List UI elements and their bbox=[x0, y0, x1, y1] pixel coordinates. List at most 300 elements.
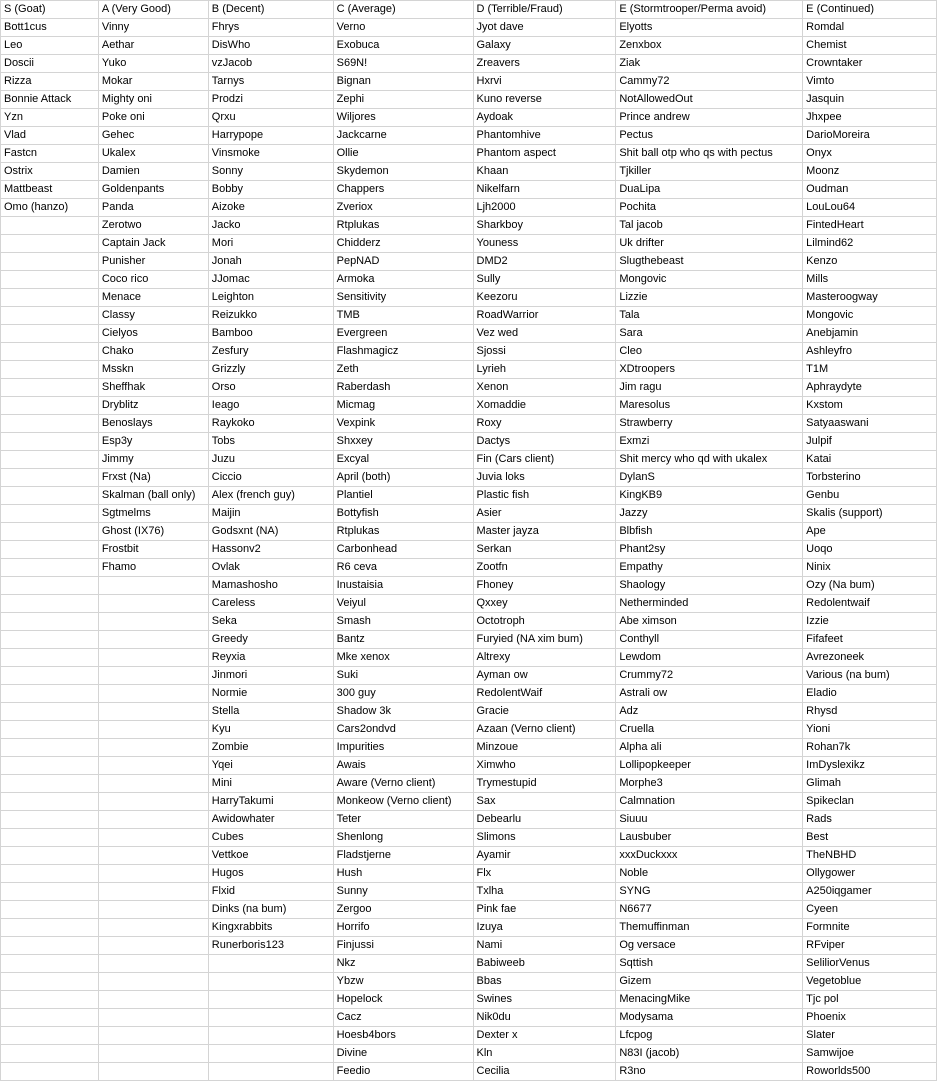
sheet-cell[interactable]: Cruella bbox=[616, 721, 803, 739]
sheet-cell[interactable]: Ovlak bbox=[208, 559, 333, 577]
sheet-cell[interactable] bbox=[98, 847, 208, 865]
sheet-cell[interactable]: A250iqgamer bbox=[803, 883, 937, 901]
sheet-cell[interactable]: Flashmagicz bbox=[333, 343, 473, 361]
sheet-cell[interactable]: Dexter x bbox=[473, 1027, 616, 1045]
sheet-cell[interactable]: Pectus bbox=[616, 127, 803, 145]
sheet-cell[interactable]: Chako bbox=[98, 343, 208, 361]
sheet-cell[interactable]: Crowntaker bbox=[803, 55, 937, 73]
sheet-cell[interactable] bbox=[98, 1045, 208, 1063]
sheet-cell[interactable]: Morphe3 bbox=[616, 775, 803, 793]
sheet-cell[interactable]: Babiweeb bbox=[473, 955, 616, 973]
sheet-cell[interactable] bbox=[98, 703, 208, 721]
sheet-cell[interactable] bbox=[1, 1045, 99, 1063]
sheet-cell[interactable] bbox=[1, 523, 99, 541]
sheet-cell[interactable] bbox=[98, 991, 208, 1009]
sheet-cell[interactable]: Teter bbox=[333, 811, 473, 829]
sheet-cell[interactable]: Elyotts bbox=[616, 19, 803, 37]
sheet-cell[interactable]: Nikelfarn bbox=[473, 181, 616, 199]
sheet-cell[interactable]: Hxrvi bbox=[473, 73, 616, 91]
sheet-cell[interactable]: Keezoru bbox=[473, 289, 616, 307]
sheet-cell[interactable]: DarioMoreira bbox=[803, 127, 937, 145]
sheet-cell[interactable]: Aethar bbox=[98, 37, 208, 55]
sheet-cell[interactable]: Finjussi bbox=[333, 937, 473, 955]
sheet-cell[interactable]: Siuuu bbox=[616, 811, 803, 829]
sheet-cell[interactable]: Aware (Verno client) bbox=[333, 775, 473, 793]
sheet-cell[interactable]: Normie bbox=[208, 685, 333, 703]
sheet-cell[interactable]: Vez wed bbox=[473, 325, 616, 343]
sheet-cell[interactable]: Blbfish bbox=[616, 523, 803, 541]
sheet-cell[interactable]: Sjossi bbox=[473, 343, 616, 361]
sheet-cell[interactable]: RoadWarrior bbox=[473, 307, 616, 325]
sheet-cell[interactable]: Punisher bbox=[98, 253, 208, 271]
sheet-cell[interactable]: Crummy72 bbox=[616, 667, 803, 685]
sheet-cell[interactable]: Jhxpee bbox=[803, 109, 937, 127]
sheet-cell[interactable] bbox=[98, 883, 208, 901]
sheet-cell[interactable]: Frostbit bbox=[98, 541, 208, 559]
sheet-cell[interactable]: Vimto bbox=[803, 73, 937, 91]
sheet-cell[interactable] bbox=[208, 1045, 333, 1063]
sheet-cell[interactable]: Zveriox bbox=[333, 199, 473, 217]
sheet-cell[interactable]: Genbu bbox=[803, 487, 937, 505]
sheet-cell[interactable] bbox=[1, 775, 99, 793]
sheet-cell[interactable] bbox=[1, 703, 99, 721]
sheet-cell[interactable]: S69N! bbox=[333, 55, 473, 73]
sheet-cell[interactable]: Alpha ali bbox=[616, 739, 803, 757]
sheet-cell[interactable] bbox=[1, 433, 99, 451]
sheet-cell[interactable]: Zreavers bbox=[473, 55, 616, 73]
sheet-cell[interactable]: Sheffhak bbox=[98, 379, 208, 397]
sheet-cell[interactable]: Minzoue bbox=[473, 739, 616, 757]
sheet-cell[interactable] bbox=[98, 1009, 208, 1027]
sheet-cell[interactable]: Xenon bbox=[473, 379, 616, 397]
sheet-cell[interactable]: Ayamir bbox=[473, 847, 616, 865]
sheet-cell[interactable]: Bamboo bbox=[208, 325, 333, 343]
sheet-cell[interactable]: Kxstom bbox=[803, 397, 937, 415]
sheet-cell[interactable] bbox=[1, 487, 99, 505]
sheet-cell[interactable]: Ciccio bbox=[208, 469, 333, 487]
sheet-cell[interactable]: Trymestupid bbox=[473, 775, 616, 793]
sheet-cell[interactable]: Furyied (NA xim bum) bbox=[473, 631, 616, 649]
sheet-cell[interactable]: Galaxy bbox=[473, 37, 616, 55]
sheet-cell[interactable]: Rizza bbox=[1, 73, 99, 91]
sheet-cell[interactable]: N83I (jacob) bbox=[616, 1045, 803, 1063]
sheet-cell[interactable]: Calmnation bbox=[616, 793, 803, 811]
sheet-cell[interactable]: Classy bbox=[98, 307, 208, 325]
sheet-cell[interactable]: Phantom aspect bbox=[473, 145, 616, 163]
sheet-cell[interactable]: Reizukko bbox=[208, 307, 333, 325]
sheet-cell[interactable]: Jazzy bbox=[616, 505, 803, 523]
sheet-cell[interactable] bbox=[1, 955, 99, 973]
sheet-cell[interactable] bbox=[98, 973, 208, 991]
sheet-cell[interactable] bbox=[98, 793, 208, 811]
sheet-cell[interactable]: Conthyll bbox=[616, 631, 803, 649]
sheet-cell[interactable]: Awidowhater bbox=[208, 811, 333, 829]
sheet-cell[interactable]: Ashleyfro bbox=[803, 343, 937, 361]
sheet-cell[interactable]: Mokar bbox=[98, 73, 208, 91]
sheet-cell[interactable]: Jinmori bbox=[208, 667, 333, 685]
sheet-cell[interactable]: Maijin bbox=[208, 505, 333, 523]
sheet-cell[interactable] bbox=[1, 631, 99, 649]
sheet-cell[interactable]: Chemist bbox=[803, 37, 937, 55]
sheet-cell[interactable] bbox=[1, 541, 99, 559]
sheet-cell[interactable] bbox=[98, 829, 208, 847]
sheet-cell[interactable]: Lizzie bbox=[616, 289, 803, 307]
sheet-cell[interactable]: Best bbox=[803, 829, 937, 847]
sheet-cell[interactable]: Ukalex bbox=[98, 145, 208, 163]
sheet-cell[interactable]: Ybzw bbox=[333, 973, 473, 991]
sheet-cell[interactable] bbox=[1, 1009, 99, 1027]
sheet-cell[interactable]: Rohan7k bbox=[803, 739, 937, 757]
sheet-cell[interactable]: Jimmy bbox=[98, 451, 208, 469]
sheet-cell[interactable]: Shxxey bbox=[333, 433, 473, 451]
sheet-cell[interactable]: Anebjamin bbox=[803, 325, 937, 343]
sheet-cell[interactable]: Harrypope bbox=[208, 127, 333, 145]
sheet-cell[interactable]: Bottyfish bbox=[333, 505, 473, 523]
sheet-cell[interactable]: Cars2ondvd bbox=[333, 721, 473, 739]
sheet-cell[interactable] bbox=[98, 667, 208, 685]
sheet-cell[interactable] bbox=[1, 451, 99, 469]
sheet-cell[interactable]: Uk drifter bbox=[616, 235, 803, 253]
sheet-cell[interactable] bbox=[1, 1063, 99, 1081]
sheet-cell[interactable]: Hush bbox=[333, 865, 473, 883]
sheet-cell[interactable]: Nkz bbox=[333, 955, 473, 973]
sheet-cell[interactable]: Torbsterino bbox=[803, 469, 937, 487]
sheet-cell[interactable] bbox=[98, 577, 208, 595]
sheet-cell[interactable]: Raberdash bbox=[333, 379, 473, 397]
sheet-cell[interactable]: Cecilia bbox=[473, 1063, 616, 1081]
sheet-cell[interactable]: Plastic fish bbox=[473, 487, 616, 505]
sheet-cell[interactable]: Cubes bbox=[208, 829, 333, 847]
sheet-cell[interactable]: Fastcn bbox=[1, 145, 99, 163]
sheet-cell[interactable]: KingKB9 bbox=[616, 487, 803, 505]
sheet-cell[interactable]: Exmzi bbox=[616, 433, 803, 451]
sheet-cell[interactable]: Aphraydyte bbox=[803, 379, 937, 397]
sheet-cell[interactable]: Mills bbox=[803, 271, 937, 289]
sheet-cell[interactable]: Sunny bbox=[333, 883, 473, 901]
sheet-cell[interactable]: SYNG bbox=[616, 883, 803, 901]
sheet-cell[interactable]: 300 guy bbox=[333, 685, 473, 703]
sheet-cell[interactable]: Yzn bbox=[1, 109, 99, 127]
sheet-cell[interactable]: Qxxey bbox=[473, 595, 616, 613]
sheet-cell[interactable]: Doscii bbox=[1, 55, 99, 73]
sheet-cell[interactable]: RFviper bbox=[803, 937, 937, 955]
sheet-cell[interactable]: Godsxnt (NA) bbox=[208, 523, 333, 541]
sheet-cell[interactable] bbox=[1, 505, 99, 523]
sheet-cell[interactable]: Excyal bbox=[333, 451, 473, 469]
sheet-cell[interactable]: Bignan bbox=[333, 73, 473, 91]
sheet-cell[interactable]: Aizoke bbox=[208, 199, 333, 217]
sheet-cell[interactable]: Raykoko bbox=[208, 415, 333, 433]
sheet-cell[interactable]: Jim ragu bbox=[616, 379, 803, 397]
sheet-cell[interactable]: Ape bbox=[803, 523, 937, 541]
sheet-cell[interactable]: Ieago bbox=[208, 397, 333, 415]
sheet-cell[interactable]: Armoka bbox=[333, 271, 473, 289]
sheet-cell[interactable]: Strawberry bbox=[616, 415, 803, 433]
sheet-cell[interactable]: Mini bbox=[208, 775, 333, 793]
sheet-cell[interactable]: Lfcpog bbox=[616, 1027, 803, 1045]
sheet-cell[interactable]: Zergoo bbox=[333, 901, 473, 919]
sheet-cell[interactable]: Mke xenox bbox=[333, 649, 473, 667]
sheet-cell[interactable]: Bantz bbox=[333, 631, 473, 649]
sheet-cell[interactable]: R3no bbox=[616, 1063, 803, 1081]
sheet-cell[interactable]: Vexpink bbox=[333, 415, 473, 433]
sheet-cell[interactable] bbox=[98, 937, 208, 955]
sheet-cell[interactable]: Ollygower bbox=[803, 865, 937, 883]
sheet-cell[interactable] bbox=[98, 865, 208, 883]
sheet-cell[interactable] bbox=[208, 973, 333, 991]
sheet-cell[interactable]: Mori bbox=[208, 235, 333, 253]
sheet-cell[interactable]: Zootfn bbox=[473, 559, 616, 577]
sheet-cell[interactable]: Greedy bbox=[208, 631, 333, 649]
sheet-cell[interactable]: Esp3y bbox=[98, 433, 208, 451]
sheet-cell[interactable]: T1M bbox=[803, 361, 937, 379]
sheet-cell[interactable]: Altrexy bbox=[473, 649, 616, 667]
sheet-cell[interactable]: Various (na bum) bbox=[803, 667, 937, 685]
sheet-cell[interactable]: JJomac bbox=[208, 271, 333, 289]
sheet-cell[interactable]: Evergreen bbox=[333, 325, 473, 343]
header-cell-s[interactable]: S (Goat) bbox=[1, 1, 99, 19]
sheet-cell[interactable] bbox=[98, 811, 208, 829]
sheet-cell[interactable]: Fhrys bbox=[208, 19, 333, 37]
sheet-cell[interactable] bbox=[98, 1027, 208, 1045]
sheet-cell[interactable]: Damien bbox=[98, 163, 208, 181]
sheet-cell[interactable]: Captain Jack bbox=[98, 235, 208, 253]
sheet-cell[interactable]: Msskn bbox=[98, 361, 208, 379]
sheet-cell[interactable]: Sonny bbox=[208, 163, 333, 181]
sheet-cell[interactable]: Sax bbox=[473, 793, 616, 811]
sheet-cell[interactable]: Stella bbox=[208, 703, 333, 721]
sheet-cell[interactable] bbox=[98, 1063, 208, 1081]
sheet-cell[interactable]: Mattbeast bbox=[1, 181, 99, 199]
sheet-cell[interactable] bbox=[1, 325, 99, 343]
sheet-cell[interactable] bbox=[1, 919, 99, 937]
header-cell-e[interactable]: E (Stormtrooper/Perma avoid) bbox=[616, 1, 803, 19]
sheet-cell[interactable]: Youness bbox=[473, 235, 616, 253]
sheet-cell[interactable]: DylanS bbox=[616, 469, 803, 487]
sheet-cell[interactable]: Careless bbox=[208, 595, 333, 613]
sheet-cell[interactable]: Octotroph bbox=[473, 613, 616, 631]
sheet-cell[interactable]: Phoenix bbox=[803, 1009, 937, 1027]
sheet-cell[interactable]: Fhoney bbox=[473, 577, 616, 595]
sheet-cell[interactable]: Skalman (ball only) bbox=[98, 487, 208, 505]
sheet-cell[interactable]: HarryTakumi bbox=[208, 793, 333, 811]
sheet-cell[interactable]: Zesfury bbox=[208, 343, 333, 361]
sheet-cell[interactable]: Roxy bbox=[473, 415, 616, 433]
sheet-cell[interactable]: Fhamo bbox=[98, 559, 208, 577]
sheet-cell[interactable]: Dryblitz bbox=[98, 397, 208, 415]
sheet-cell[interactable] bbox=[98, 955, 208, 973]
sheet-cell[interactable] bbox=[1, 289, 99, 307]
sheet-cell[interactable]: DisWho bbox=[208, 37, 333, 55]
sheet-cell[interactable] bbox=[208, 1063, 333, 1081]
sheet-cell[interactable]: Satyaaswani bbox=[803, 415, 937, 433]
sheet-cell[interactable]: Rtplukas bbox=[333, 523, 473, 541]
sheet-cell[interactable] bbox=[98, 757, 208, 775]
sheet-cell[interactable] bbox=[98, 613, 208, 631]
sheet-cell[interactable] bbox=[1, 1027, 99, 1045]
sheet-cell[interactable] bbox=[1, 793, 99, 811]
sheet-cell[interactable]: Hopelock bbox=[333, 991, 473, 1009]
sheet-cell[interactable]: Skydemon bbox=[333, 163, 473, 181]
sheet-cell[interactable]: Bott1cus bbox=[1, 19, 99, 37]
sheet-cell[interactable]: Nik0du bbox=[473, 1009, 616, 1027]
sheet-cell[interactable]: Smash bbox=[333, 613, 473, 631]
sheet-cell[interactable]: Julpif bbox=[803, 433, 937, 451]
sheet-cell[interactable] bbox=[1, 757, 99, 775]
sheet-cell[interactable] bbox=[1, 217, 99, 235]
sheet-cell[interactable]: Cielyos bbox=[98, 325, 208, 343]
sheet-cell[interactable] bbox=[1, 361, 99, 379]
sheet-cell[interactable]: Goldenpants bbox=[98, 181, 208, 199]
sheet-cell[interactable]: Netherminded bbox=[616, 595, 803, 613]
sheet-cell[interactable]: Bobby bbox=[208, 181, 333, 199]
sheet-cell[interactable]: Juzu bbox=[208, 451, 333, 469]
sheet-cell[interactable] bbox=[98, 775, 208, 793]
sheet-cell[interactable]: Izuya bbox=[473, 919, 616, 937]
sheet-cell[interactable]: Leo bbox=[1, 37, 99, 55]
sheet-cell[interactable]: Izzie bbox=[803, 613, 937, 631]
sheet-cell[interactable]: Mamashosho bbox=[208, 577, 333, 595]
sheet-cell[interactable]: Slater bbox=[803, 1027, 937, 1045]
sheet-cell[interactable]: Eladio bbox=[803, 685, 937, 703]
sheet-cell[interactable]: Romdal bbox=[803, 19, 937, 37]
sheet-cell[interactable]: Aydoak bbox=[473, 109, 616, 127]
sheet-cell[interactable] bbox=[1, 577, 99, 595]
sheet-cell[interactable]: Kuno reverse bbox=[473, 91, 616, 109]
sheet-cell[interactable]: Samwijoe bbox=[803, 1045, 937, 1063]
sheet-cell[interactable]: Menace bbox=[98, 289, 208, 307]
sheet-cell[interactable] bbox=[1, 469, 99, 487]
sheet-cell[interactable] bbox=[208, 955, 333, 973]
sheet-cell[interactable]: Vegetoblue bbox=[803, 973, 937, 991]
sheet-cell[interactable]: Empathy bbox=[616, 559, 803, 577]
sheet-cell[interactable]: Themuffinman bbox=[616, 919, 803, 937]
sheet-cell[interactable]: Zeth bbox=[333, 361, 473, 379]
sheet-cell[interactable]: LouLou64 bbox=[803, 199, 937, 217]
sheet-cell[interactable]: Leighton bbox=[208, 289, 333, 307]
sheet-cell[interactable]: RedolentWaif bbox=[473, 685, 616, 703]
sheet-cell[interactable]: Zerotwo bbox=[98, 217, 208, 235]
sheet-cell[interactable]: Formnite bbox=[803, 919, 937, 937]
sheet-cell[interactable]: Chidderz bbox=[333, 235, 473, 253]
sheet-cell[interactable]: Awais bbox=[333, 757, 473, 775]
sheet-cell[interactable] bbox=[1, 595, 99, 613]
sheet-cell[interactable]: Gracie bbox=[473, 703, 616, 721]
sheet-cell[interactable]: Onyx bbox=[803, 145, 937, 163]
header-cell-c[interactable]: C (Average) bbox=[333, 1, 473, 19]
sheet-cell[interactable] bbox=[1, 613, 99, 631]
sheet-cell[interactable]: Debearlu bbox=[473, 811, 616, 829]
header-cell-a[interactable]: A (Very Good) bbox=[98, 1, 208, 19]
sheet-cell[interactable]: Vinsmoke bbox=[208, 145, 333, 163]
sheet-cell[interactable]: Avrezoneek bbox=[803, 649, 937, 667]
sheet-cell[interactable] bbox=[98, 595, 208, 613]
sheet-cell[interactable] bbox=[208, 1027, 333, 1045]
sheet-cell[interactable]: Impurities bbox=[333, 739, 473, 757]
sheet-cell[interactable]: Swines bbox=[473, 991, 616, 1009]
sheet-cell[interactable] bbox=[1, 307, 99, 325]
sheet-cell[interactable]: Noble bbox=[616, 865, 803, 883]
sheet-cell[interactable]: Xomaddie bbox=[473, 397, 616, 415]
sheet-cell[interactable] bbox=[98, 649, 208, 667]
sheet-cell[interactable]: Kingxrabbits bbox=[208, 919, 333, 937]
sheet-cell[interactable]: Fifafeet bbox=[803, 631, 937, 649]
sheet-cell[interactable]: Tjc pol bbox=[803, 991, 937, 1009]
sheet-cell[interactable] bbox=[1, 343, 99, 361]
sheet-cell[interactable]: Dactys bbox=[473, 433, 616, 451]
sheet-cell[interactable]: Gizem bbox=[616, 973, 803, 991]
sheet-cell[interactable]: Sully bbox=[473, 271, 616, 289]
sheet-cell[interactable] bbox=[1, 649, 99, 667]
sheet-cell[interactable]: Lausbuber bbox=[616, 829, 803, 847]
sheet-cell[interactable]: Kyu bbox=[208, 721, 333, 739]
sheet-cell[interactable]: Coco rico bbox=[98, 271, 208, 289]
sheet-cell[interactable] bbox=[1, 235, 99, 253]
sheet-cell[interactable]: Sharkboy bbox=[473, 217, 616, 235]
sheet-cell[interactable] bbox=[1, 739, 99, 757]
sheet-cell[interactable]: Yuko bbox=[98, 55, 208, 73]
sheet-cell[interactable]: Mighty oni bbox=[98, 91, 208, 109]
sheet-cell[interactable] bbox=[98, 685, 208, 703]
sheet-cell[interactable]: Lilmind62 bbox=[803, 235, 937, 253]
sheet-cell[interactable]: Vlad bbox=[1, 127, 99, 145]
sheet-cell[interactable] bbox=[208, 1009, 333, 1027]
sheet-cell[interactable]: Tobs bbox=[208, 433, 333, 451]
sheet-cell[interactable] bbox=[1, 667, 99, 685]
sheet-cell[interactable]: Jacko bbox=[208, 217, 333, 235]
sheet-cell[interactable] bbox=[1, 973, 99, 991]
sheet-cell[interactable]: Hassonv2 bbox=[208, 541, 333, 559]
sheet-cell[interactable]: Suki bbox=[333, 667, 473, 685]
sheet-cell[interactable]: Sgtmelms bbox=[98, 505, 208, 523]
sheet-cell[interactable]: Micmag bbox=[333, 397, 473, 415]
sheet-cell[interactable]: TMB bbox=[333, 307, 473, 325]
sheet-cell[interactable]: Ziak bbox=[616, 55, 803, 73]
sheet-cell[interactable]: Rtplukas bbox=[333, 217, 473, 235]
sheet-cell[interactable]: Omo (hanzo) bbox=[1, 199, 99, 217]
sheet-cell[interactable]: Shaology bbox=[616, 577, 803, 595]
sheet-cell[interactable]: Hoesb4bors bbox=[333, 1027, 473, 1045]
sheet-cell[interactable]: N6677 bbox=[616, 901, 803, 919]
sheet-cell[interactable]: MenacingMike bbox=[616, 991, 803, 1009]
sheet-cell[interactable]: Ostrix bbox=[1, 163, 99, 181]
sheet-cell[interactable]: Phant2sy bbox=[616, 541, 803, 559]
sheet-cell[interactable]: Lewdom bbox=[616, 649, 803, 667]
sheet-cell[interactable] bbox=[1, 883, 99, 901]
sheet-cell[interactable]: Redolentwaif bbox=[803, 595, 937, 613]
sheet-cell[interactable]: Prince andrew bbox=[616, 109, 803, 127]
sheet-cell[interactable]: Ljh2000 bbox=[473, 199, 616, 217]
sheet-cell[interactable]: R6 ceva bbox=[333, 559, 473, 577]
sheet-cell[interactable]: Reyxia bbox=[208, 649, 333, 667]
sheet-cell[interactable]: Master jayza bbox=[473, 523, 616, 541]
sheet-cell[interactable]: Ghost (IX76) bbox=[98, 523, 208, 541]
header-cell-b[interactable]: B (Decent) bbox=[208, 1, 333, 19]
sheet-cell[interactable]: Divine bbox=[333, 1045, 473, 1063]
sheet-cell[interactable]: Serkan bbox=[473, 541, 616, 559]
sheet-cell[interactable]: Gehec bbox=[98, 127, 208, 145]
sheet-cell[interactable]: Glimah bbox=[803, 775, 937, 793]
sheet-cell[interactable]: Orso bbox=[208, 379, 333, 397]
sheet-cell[interactable]: Skalis (support) bbox=[803, 505, 937, 523]
sheet-cell[interactable]: Verno bbox=[333, 19, 473, 37]
sheet-cell[interactable]: DMD2 bbox=[473, 253, 616, 271]
sheet-cell[interactable]: PepNAD bbox=[333, 253, 473, 271]
sheet-cell[interactable] bbox=[1, 253, 99, 271]
sheet-cell[interactable]: Exobuca bbox=[333, 37, 473, 55]
sheet-cell[interactable] bbox=[1, 901, 99, 919]
sheet-cell[interactable]: DuaLipa bbox=[616, 181, 803, 199]
